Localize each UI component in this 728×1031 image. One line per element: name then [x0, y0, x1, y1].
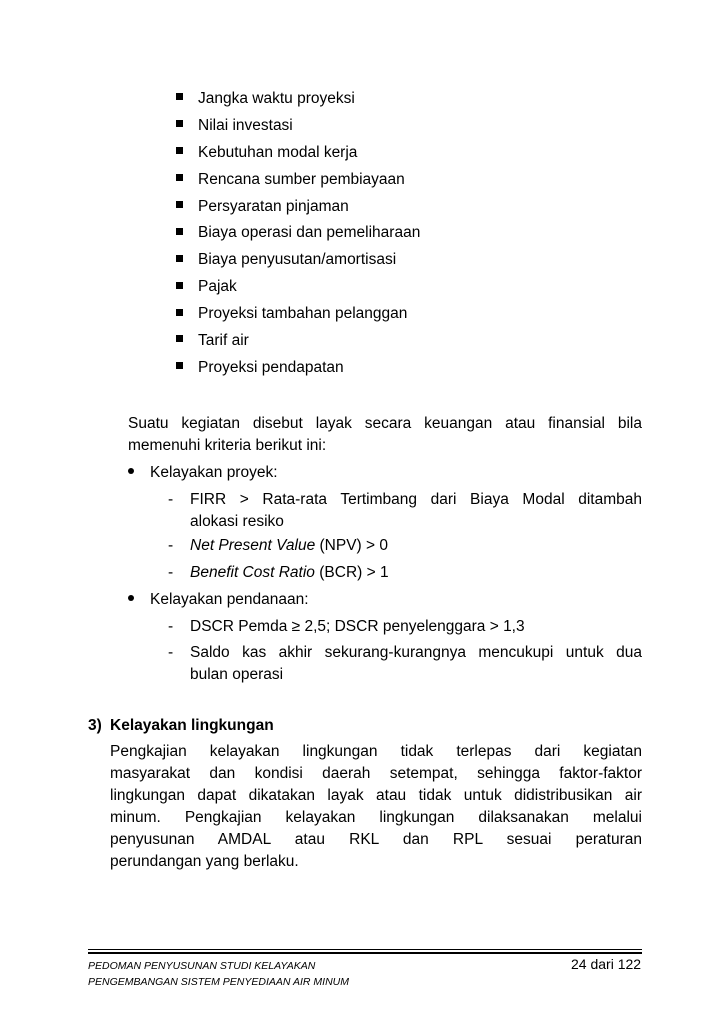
square-bullet-list	[176, 86, 420, 382]
section-heading: 3) Kelayakan lingkungan	[88, 717, 274, 734]
firr-criterion: - FIRR > Rata-rata Tertimbang dari Biaya Modal ditambah alokasi resiko	[168, 491, 642, 530]
list-item: Rencana sumber pembiayaan	[176, 167, 420, 194]
list-item: Tarif air	[176, 328, 420, 355]
round-bullet-icon	[128, 468, 134, 474]
npv-criterion: - Net Present Value (NPV) > 0	[168, 537, 389, 554]
page-number: 24 dari 122	[571, 956, 642, 972]
square-bullet-icon	[176, 174, 183, 181]
list-item: Biaya penyusutan/amortisasi	[176, 247, 420, 274]
list-item: Pajak	[176, 274, 420, 301]
dscr-criterion: - DSCR Pemda ≥ 2,5; DSCR penyelenggara > 1,3	[168, 618, 525, 635]
square-bullet-icon	[176, 147, 183, 154]
footer-title: PEDOMAN PENYUSUNAN STUDI KELAYAKAN PENGEMBANGAN SISTEM PENYEDIAAN AIR MINUM	[88, 960, 349, 988]
footer-divider	[88, 949, 642, 950]
square-bullet-icon	[176, 93, 183, 100]
funding-feasibility-item: Kelayakan pendanaan:	[128, 589, 309, 611]
list-item: Kebutuhan modal kerja	[176, 140, 420, 167]
square-bullet-icon	[176, 309, 183, 316]
list-item: Biaya operasi dan pemeliharaan	[176, 220, 420, 247]
square-bullet-icon	[176, 362, 183, 369]
list-item: Nilai investasi	[176, 113, 420, 140]
intro-paragraph: Suatu kegiatan disebut layak secara keuangan atau finansial bila memenuhi kriteria berikut ini:	[128, 415, 642, 454]
square-bullet-icon	[176, 228, 183, 235]
project-feasibility-item: Kelayakan proyek:	[128, 462, 278, 484]
environment-paragraph: Pengkajian kelayakan lingkungan tidak terlepas dari kegiatan masyarakat dan kondisi daerah setempat, sehingga faktor-faktor lingkungan dapat dikatakan layak atau tidak untuk didistribusikan air minum. Pengkajian kelayakan lingkungan dilaksanakan melalui penyusunan AMDAL atau RKL dan RPL sesuai peraturan perundangan yang berlaku.	[110, 743, 642, 870]
bcr-criterion: - Benefit Cost Ratio (BCR) > 1	[168, 564, 389, 581]
saldo-criterion: - Saldo kas akhir sekurang-kurangnya mencukupi untuk dua bulan operasi	[168, 644, 642, 683]
list-item: Persyaratan pinjaman	[176, 194, 420, 221]
footer-divider	[88, 952, 642, 954]
round-bullet-icon	[128, 595, 134, 601]
square-bullet-icon	[176, 335, 183, 342]
square-bullet-icon	[176, 255, 183, 262]
square-bullet-icon	[176, 282, 183, 289]
square-bullet-icon	[176, 201, 183, 208]
list-item: Proyeksi pendapatan	[176, 355, 420, 382]
list-item: Jangka waktu proyeksi	[176, 86, 420, 113]
list-item: Proyeksi tambahan pelanggan	[176, 301, 420, 328]
square-bullet-icon	[176, 120, 183, 127]
